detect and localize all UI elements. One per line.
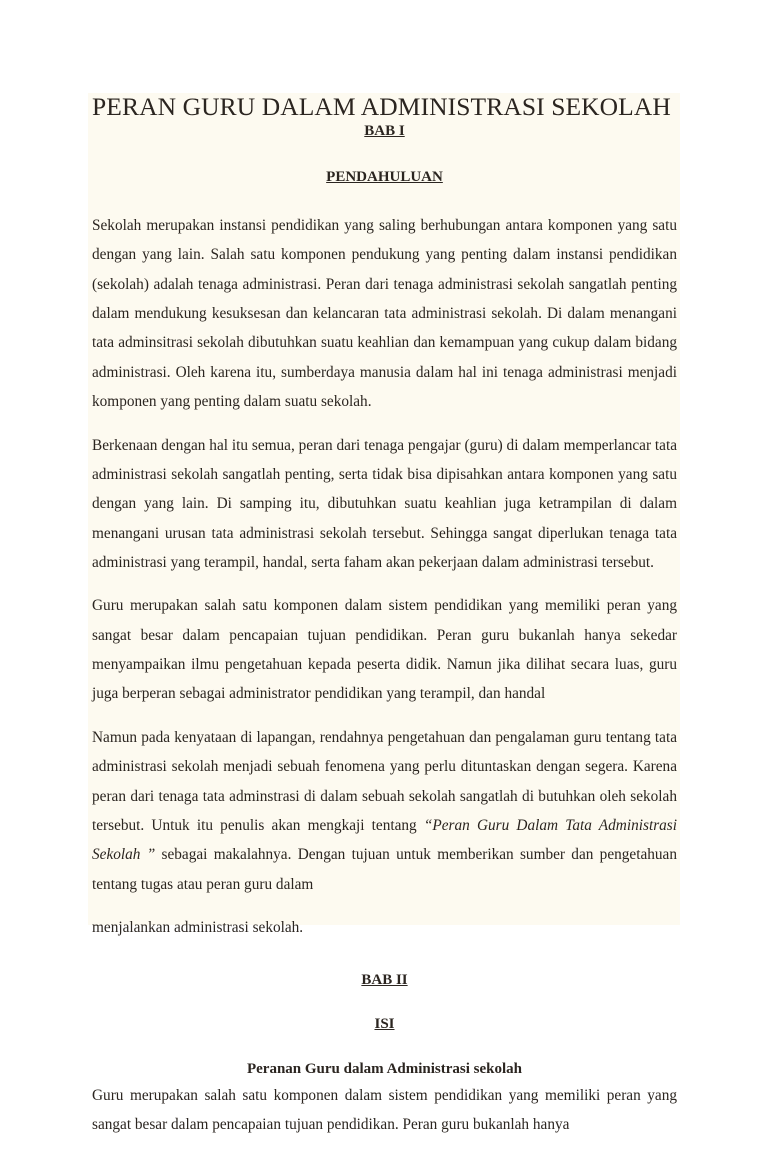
heading-bab-2-label: BAB II (361, 972, 408, 989)
heading-bab-1 (92, 121, 677, 143)
heading-bab-1-label: BAB I (364, 122, 405, 139)
paragraph-6: Guru merupakan salah satu komponen dalam sistem pendidikan yang memiliki peran yang sangat besar dalam pencapaian tujuan pendidikan. Peran guru bukanlah hanya (92, 1086, 677, 1133)
heading-pendahuluan (92, 167, 677, 189)
subheading-peranan-guru: Peranan Guru dalam Administrasi sekolah (246, 1060, 523, 1077)
paragraph-1: Sekolah merupakan instansi pendidikan yang saling berhubungan antara komponen yang satu dengan yang lain. Salah satu komponen pendukung yang penting dalam instansi pendidikan (sekolah) adalah tenaga administrasi. Peran dari tenaga administrasi sekolah sangatlah penting dalam mendukung kesuksesan dan kelancaran tata administrasi sekolah. Di dalam menangani tata adminsitrasi sekolah dibutuhkan suatu keahlian dan kemampuan yang cukup dalam bidang administrasi. Oleh karena itu, sumberdaya manusia dalam hal ini tenaga administrasi menjadi komponen yang penting dalam suatu sekolah. (92, 217, 677, 411)
heading-isi (92, 1014, 677, 1036)
heading-bab-2 (92, 970, 677, 992)
paragraph-4-text-before-quote: Namun pada kenyataan di lapangan, rendahnya pengetahuan dan pengalaman guru tentang tata administrasi sekolah menjadi sebuah fenomena yang perlu dituntaskan dengan segera. Karena peran dari tenaga tata adminstrasi di dalam sebuah sekolah sangatlah di butuhkan oleh sekolah tersebut. Untuk itu penulis akan mengkaji tentang (92, 728, 677, 834)
paragraph-4-quoted-title: “Peran Guru Dalam Tata Administrasi Sekolah ” (92, 816, 677, 864)
paragraph-4 (92, 723, 677, 899)
paragraph-2: Berkenaan dengan hal itu semua, peran dari tenaga pengajar (guru) di dalam memperlancar tata administrasi sekolah sangatlah penting, serta tidak bisa dipisahkan antara komponen yang satu dengan yang lain. Di samping itu, dibutuhkan suatu keahlian juga ketrampilan di dalam menangani urusan tata administrasi sekolah tersebut. Sehingga sangat diperlukan tenaga tata administrasi yang terampil, handal, serta faham akan pekerjaan dalam administrasi tersebut. (92, 436, 677, 571)
page-title: PERAN GURU DALAM ADMINISTRASI SEKOLAH (92, 92, 671, 121)
paragraph-4-text-after-quote: sebagai makalahnya. Dengan tujuan untuk memberikan sumber dan pengetahuan tentang tugas atau peran guru dalam (92, 846, 677, 893)
document-content (92, 93, 677, 1153)
heading-pendahuluan-label: PENDAHULUAN (326, 169, 443, 186)
paragraph-3: Guru merupakan salah satu komponen dalam sistem pendidikan yang memiliki peran yang sangat besar dalam pencapaian tujuan pendidikan. Peran guru bukanlah hanya sekedar menyampaikan ilmu pengetahuan kepada peserta didik. Namun jika dilihat secara luas, guru juga berperan sebagai administrator pendidikan yang terampil, dan handal (92, 597, 677, 703)
heading-isi-label: ISI (374, 1016, 395, 1033)
paragraph-5: menjalankan administrasi sekolah. (92, 918, 304, 936)
